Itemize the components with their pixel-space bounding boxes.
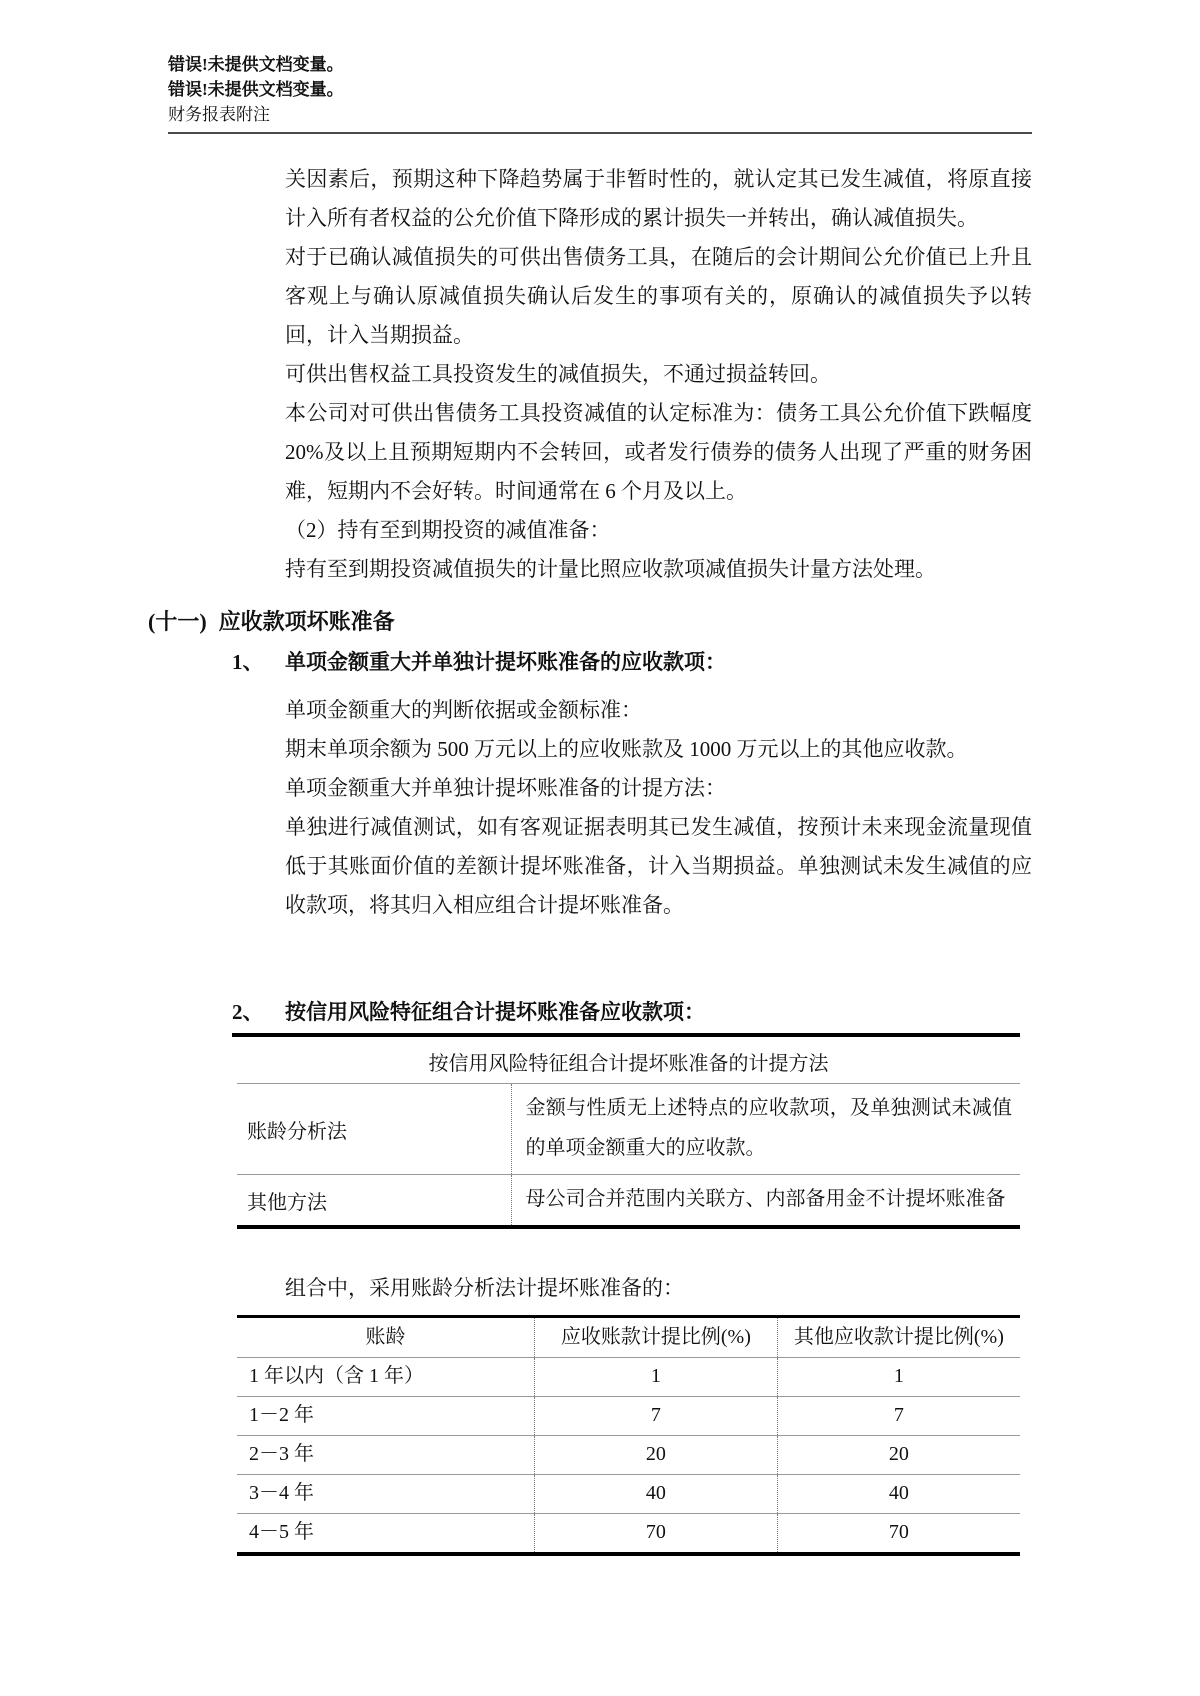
ratio-cell: 20 bbox=[777, 1436, 1020, 1475]
age-cell: 1－2 年 bbox=[249, 1404, 314, 1426]
subsection-title: 单项金额重大并单独计提坏账准备的应收款项： bbox=[285, 650, 726, 674]
aging-table-caption: 组合中，采用账龄分析法计提坏账准备的： bbox=[285, 1276, 684, 1300]
subsection-1-paragraphs bbox=[285, 691, 1032, 925]
ratio-cell: 1 bbox=[535, 1358, 778, 1397]
subsection-heading-2 bbox=[232, 997, 1020, 1037]
paragraph: （2）持有至到期投资的减值准备： bbox=[285, 518, 611, 542]
paragraph: 关因素后，预期这种下降趋势属于非暂时性的，就认定其已发生减值，将原直接计入所有者权益的公允价值下降形成的累计损失一并转出，确认减值损失。 bbox=[285, 167, 1032, 230]
subsection-number: 2、 bbox=[232, 1000, 264, 1024]
column-header-receivables-ratio: 应收账款计提比例(%) bbox=[535, 1317, 778, 1358]
provision-method-table bbox=[237, 1041, 1020, 1229]
table-row bbox=[237, 1175, 1020, 1228]
ratio-cell: 1 bbox=[777, 1358, 1020, 1397]
subsection-number: 1、 bbox=[232, 650, 264, 674]
ratio-cell: 70 bbox=[777, 1514, 1020, 1555]
header-error-line-1: 错误!未提供文档变量。 bbox=[168, 55, 344, 74]
intro-paragraphs bbox=[285, 160, 1032, 589]
section-heading-11 bbox=[148, 607, 1200, 637]
subsection-heading-1 bbox=[232, 647, 1200, 677]
paragraph: 可供出售权益工具投资发生的减值损失，不通过损益转回。 bbox=[285, 362, 831, 386]
age-cell: 4－5 年 bbox=[249, 1521, 314, 1543]
ratio-cell: 20 bbox=[535, 1436, 778, 1475]
age-cell: 3－4 年 bbox=[249, 1482, 314, 1504]
ratio-cell: 7 bbox=[535, 1397, 778, 1436]
paragraph: 单项金额重大的判断依据或金额标准： bbox=[285, 698, 642, 722]
column-header-other-receivables-ratio: 其他应收款计提比例(%) bbox=[777, 1317, 1020, 1358]
age-cell: 2－3 年 bbox=[249, 1443, 314, 1465]
aging-analysis-table bbox=[237, 1315, 1020, 1556]
method-description-cell: 金额与性质无上述特点的应收款项，及单独测试未减值的单项金额重大的应收款。 bbox=[511, 1084, 1020, 1175]
table-row bbox=[237, 1084, 1020, 1175]
paragraph: 本公司对可供出售债务工具投资减值的认定标准为：债务工具公允价值下跌幅度 20%及以上且预期短期内不会转回，或者发行债券的债务人出现了严重的财务困难，短期内不会好转。时间通常在 6 个月及以上。 bbox=[285, 401, 1032, 503]
section-number: (十一) bbox=[148, 609, 207, 634]
document-header bbox=[168, 52, 1032, 134]
ratio-cell: 7 bbox=[777, 1397, 1020, 1436]
ratio-cell: 40 bbox=[535, 1475, 778, 1514]
table-merged-header: 按信用风险特征组合计提坏账准备的计提方法 bbox=[237, 1041, 1020, 1084]
age-cell: 1 年以内（含 1 年） bbox=[249, 1365, 424, 1387]
paragraph: 对于已确认减值损失的可供出售债务工具，在随后的会计期间公允价值已上升且客观上与确认原减值损失确认后发生的事项有关的，原确认的减值损失予以转回，计入当期损益。 bbox=[285, 245, 1032, 347]
subsection-title: 按信用风险特征组合计提坏账准备应收款项： bbox=[285, 1000, 705, 1024]
paragraph: 期末单项余额为 500 万元以上的应收账款及 1000 万元以上的其他应收款。 bbox=[285, 737, 968, 761]
ratio-cell: 40 bbox=[777, 1475, 1020, 1514]
paragraph: 持有至到期投资减值损失的计量比照应收款项减值损失计量方法处理。 bbox=[285, 557, 936, 581]
table-row bbox=[237, 1436, 1020, 1475]
paragraph: 单项金额重大并单独计提坏账准备的计提方法： bbox=[285, 776, 726, 800]
column-header-age: 账龄 bbox=[365, 1326, 406, 1348]
table-header-row bbox=[237, 1041, 1020, 1084]
table-row bbox=[237, 1514, 1020, 1555]
paragraph: 单独进行减值测试，如有客观证据表明其已发生减值，按预计未来现金流量现值低于其账面价值的差额计提坏账准备，计入当期损益。单独测试未发生减值的应收款项，将其归入相应组合计提坏账准备。 bbox=[285, 815, 1032, 917]
header-error-line-2: 错误!未提供文档变量。 bbox=[168, 80, 344, 99]
method-name-cell: 其他方法 bbox=[247, 1191, 327, 1214]
method-description-cell: 母公司合并范围内关联方、内部备用金不计提坏账准备 bbox=[511, 1175, 1020, 1228]
table-header-row bbox=[237, 1317, 1020, 1358]
method-name-cell: 账龄分析法 bbox=[237, 1084, 511, 1175]
table-row bbox=[237, 1358, 1020, 1397]
section-title: 应收款项坏账准备 bbox=[218, 609, 395, 634]
header-notes-title: 财务报表附注 bbox=[168, 105, 270, 124]
ratio-cell: 70 bbox=[535, 1514, 778, 1555]
table-row bbox=[237, 1397, 1020, 1436]
table-row bbox=[237, 1475, 1020, 1514]
